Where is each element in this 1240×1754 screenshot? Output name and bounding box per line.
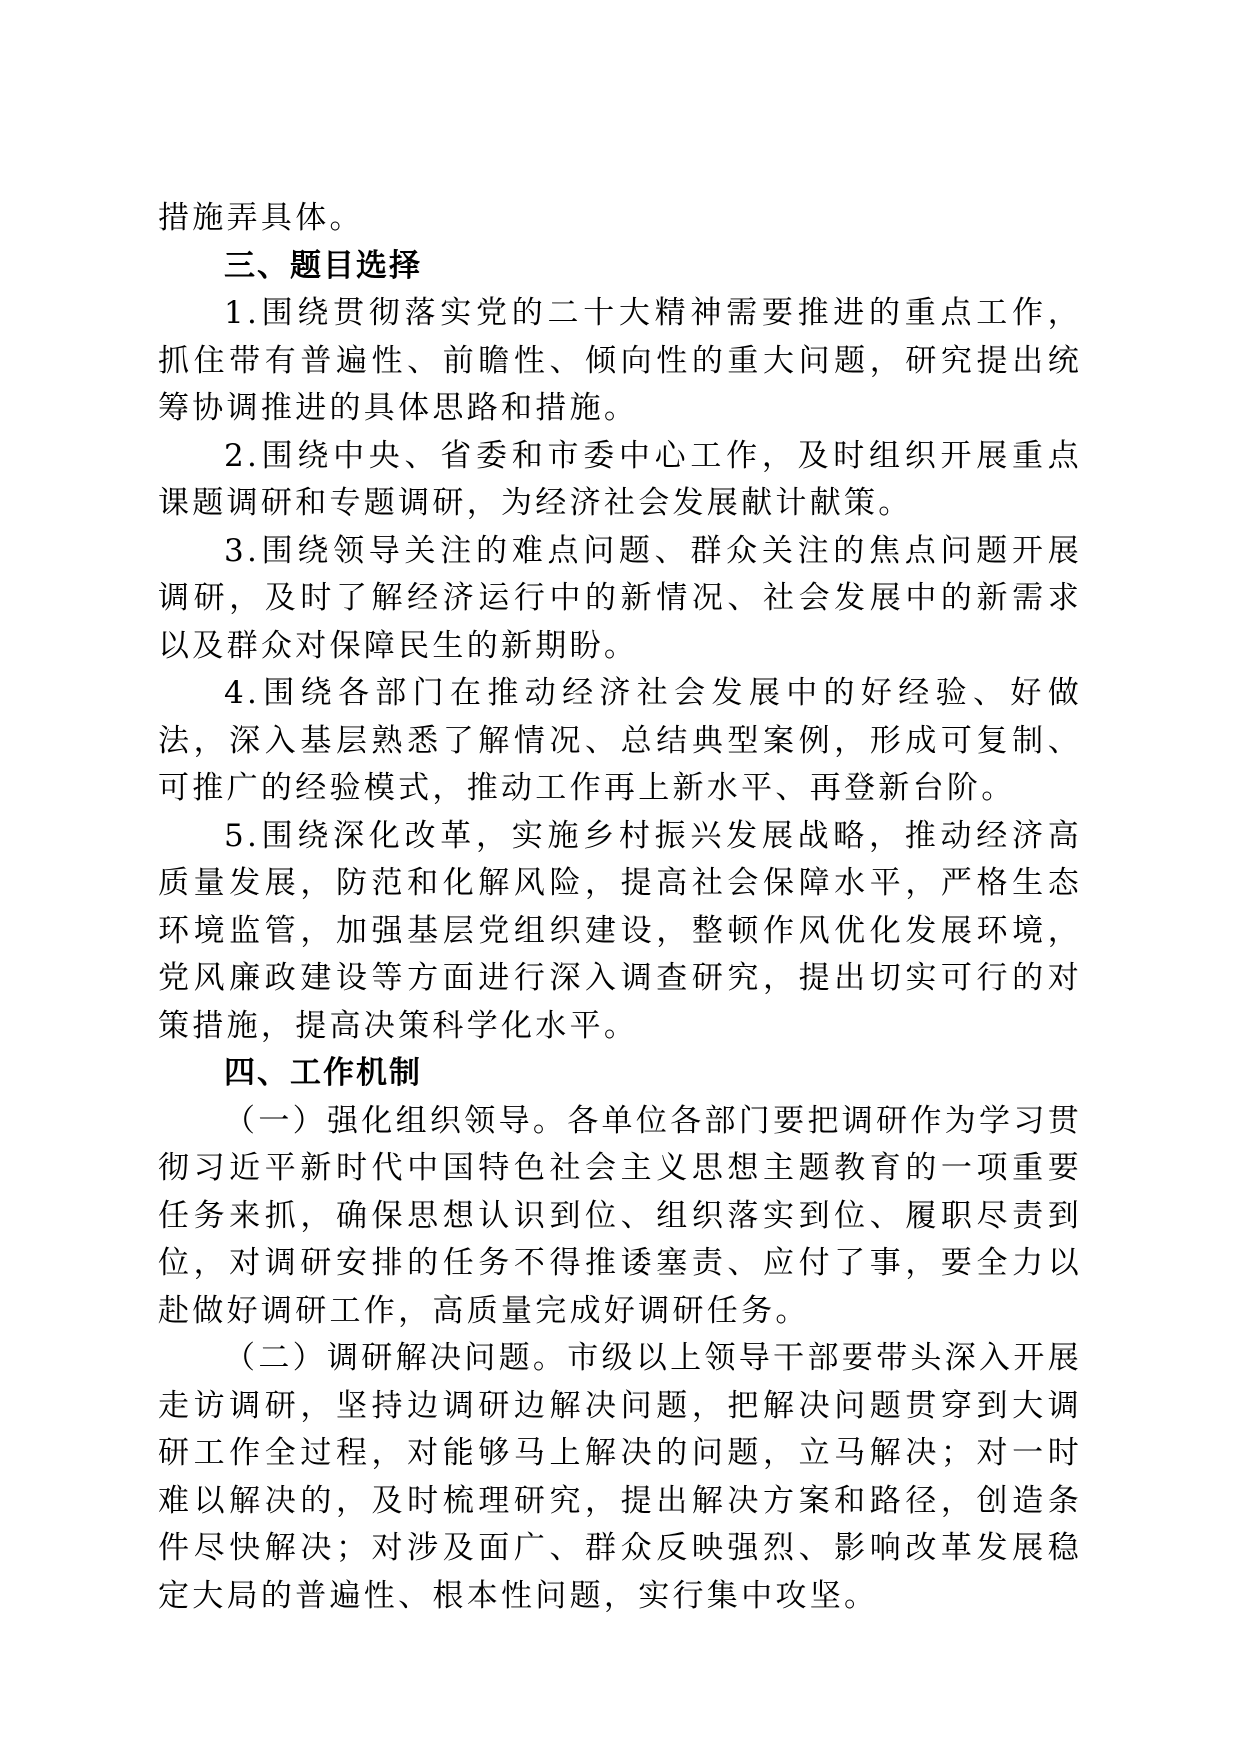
topic-item-5: 5.围绕深化改革，实施乡村振兴发展战略，推动经济高质量发展，防范和化解风险，提高社会保障水平，严格生态环境监管，加强基层党组织建设，整顿作风优化发展环境，党风廉政建设等方面进行深入调查研究，提出切实可行的对策措施，提高决策科学化水平。 [158, 817, 1082, 1044]
topic-item-4: 4.围绕各部门在推动经济社会发展中的好经验、好做法，深入基层熟悉了解情况、总结典型案例，形成可复制、可推广的经验模式，推动工作再上新水平、再登新台阶。 [158, 675, 1082, 806]
mechanism-item-1: （一）强化组织领导。各单位各部门要把调研作为学习贯彻习近平新时代中国特色社会主义思想主题教育的一项重要任务来抓，确保思想认识到位、组织落实到位、履职尽责到位，对调研安排的任务不得推诿塞责、应付了事，要全力以赴做好调研工作，高质量完成好调研任务。 [158, 1102, 1082, 1329]
mechanism-item-2: （二）调研解决问题。市级以上领导干部要带头深入开展走访调研，坚持边调研边解决问题，把解决问题贯穿到大调研工作全过程，对能够马上解决的问题，立马解决；对一时难以解决的，及时梳理研究，提出解决方案和路径，创造条件尽快解决；对涉及面广、群众反映强烈、影响改革发展稳定大局的普遍性、根本性问题，实行集中攻坚。 [158, 1340, 1082, 1614]
topic-item-2: 2.围绕中央、省委和市委中心工作，及时组织开展重点课题调研和专题调研，为经济社会发展献计献策。 [158, 437, 1082, 521]
continuation-text: 措施弄具体。 [158, 200, 364, 236]
section-heading-work-mechanism: 四、工作机制 [224, 1055, 422, 1091]
section-heading-topic-selection: 三、题目选择 [224, 247, 422, 284]
topic-item-1: 1.围绕贯彻落实党的二十大精神需要推进的重点工作，抓住带有普遍性、前瞻性、倾向性的重大问题，研究提出统筹协调推进的具体思路和措施。 [158, 295, 1082, 426]
topic-item-3: 3.围绕领导关注的难点问题、群众关注的焦点问题开展调研，及时了解经济运行中的新情况、社会发展中的新需求以及群众对保障民生的新期盼。 [158, 532, 1082, 664]
document-page [158, 195, 1082, 1620]
